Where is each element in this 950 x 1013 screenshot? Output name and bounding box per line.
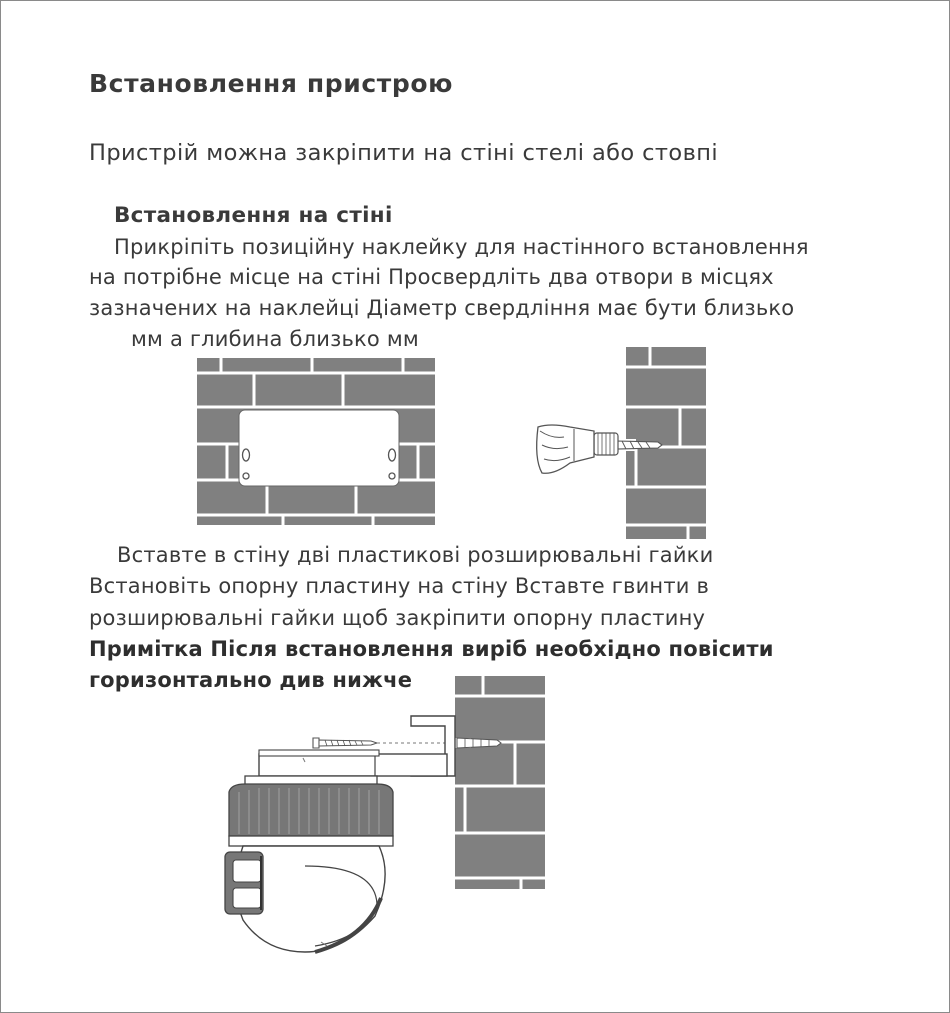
step2-line-2: Встановіть опорну пластину на стіну Вставте гвинти в: [89, 574, 710, 598]
sticker-on-wall-illustration: [197, 358, 435, 525]
step1-line-1: Прикріпіть позиційну наклейку для настінного встановлення: [114, 235, 809, 259]
step2-line-1: Вставте в стіну дві пластикові розширювальні гайки: [117, 543, 714, 567]
wall-section-heading: Встановлення на стіні: [114, 203, 393, 228]
step1-line-2: на потрібне місце на стіні Просвердліть два отвори в місцях: [89, 265, 774, 289]
page-title: Встановлення пристрою: [89, 69, 454, 98]
drilling-illustration: [530, 347, 708, 540]
step2-line-3: розширювальні гайки щоб закріпити опорну пластину: [89, 606, 706, 630]
step1-line-3: зазначених на наклейці Діаметр свердління має бути близько: [89, 296, 795, 320]
intro-text: Пристрій можна закріпити на стіні стелі або стовпі: [89, 140, 719, 166]
step1-line-4: мм а глибина близько мм: [131, 327, 419, 351]
note-line-2: горизонтально див нижче: [89, 668, 413, 692]
note-line-1: Примітка Після встановлення виріб необхідно повісити: [89, 637, 774, 661]
camera-mounting-illustration: [215, 676, 547, 956]
